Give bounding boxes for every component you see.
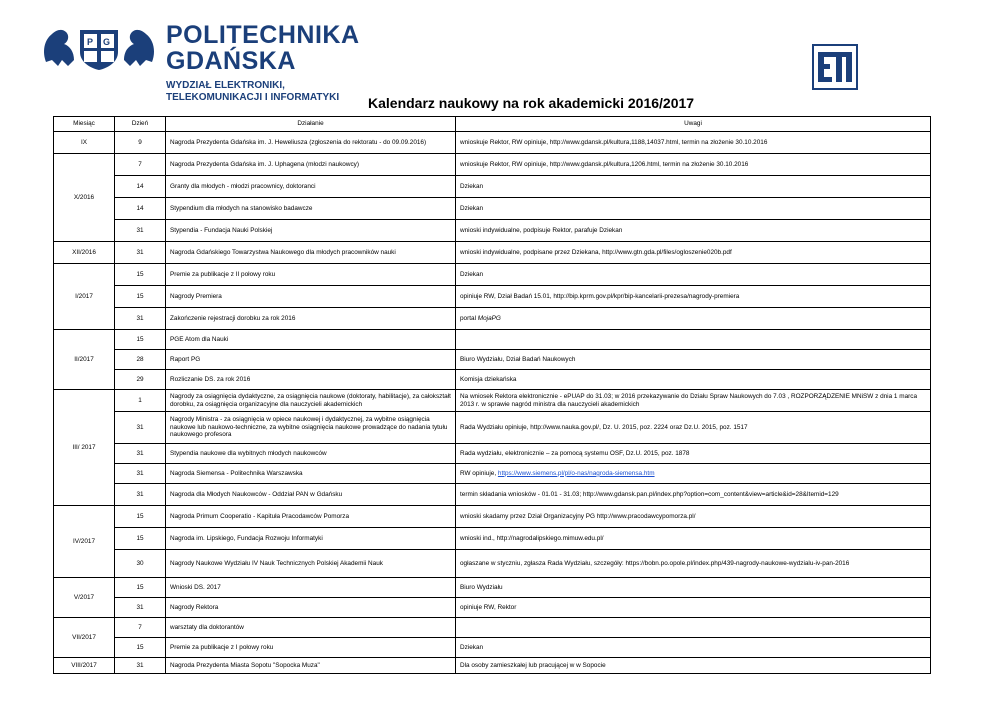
action-cell: Rozliczanie DS. za rok 2016 (166, 370, 456, 390)
faculty-name-line2: TELEKOMUNIKACJI I INFORMATYKI (166, 92, 340, 103)
day-cell: 7 (115, 618, 166, 638)
table-row (54, 528, 931, 550)
action-cell: Nagrody Naukowe Wydziału IV Nauk Technicznych Polskiej Akademii Nauk (166, 550, 456, 578)
action-cell: Nagroda Prezydenta Gdańska im. J. Uphagena (młodzi naukowcy) (166, 154, 456, 176)
month-cell: V/2017 (54, 578, 115, 618)
action-cell: Nagrody za osiągnięcia dydaktyczne, za osiągnięcia naukowe (doktoraty, habilitacje), za całokształt dorobku, za osiągnięcia organizacyjne dla nauczycieli akademickich (166, 390, 456, 412)
notes-cell: Dla osoby zamieszkałej lub pracującej w w Sopocie (456, 658, 931, 674)
table-row (54, 638, 931, 658)
action-cell: Nagroda Gdańskiego Towarzystwa Naukowego dla młodych pracowników nauki (166, 242, 456, 264)
notes-cell (456, 308, 931, 330)
month-cell: VIII/2017 (54, 658, 115, 674)
table-row (54, 132, 931, 154)
notes-cell: wnioski ind., http://nagrodalipskiego.mimuw.edu.pl/ (456, 528, 931, 550)
action-cell: Nagrody Premiera (166, 286, 456, 308)
notes-cell: Na wniosek Rektora elektronicznie - ePUAP do 31.03; w 2016 przekazywanie do Działu Spraw Naukowych do 7.03 , ROZPORZĄDZENIE MNiSW z dnia 1 marca 2013 r. w sprawie nagród ministra dla nauczycieli akademickich (456, 390, 931, 412)
day-cell: 31 (115, 220, 166, 242)
table-row (54, 154, 931, 176)
day-cell: 14 (115, 198, 166, 220)
notes-cell: Rada Wydziału opiniuje, http://www.nauka.gov.pl/, Dz. U. 2015, poz. 2224 oraz Dz.U. 2015, poz. 1517 (456, 412, 931, 444)
day-cell: 15 (115, 528, 166, 550)
action-cell: Stypendium dla młodych na stanowisko badawcze (166, 198, 456, 220)
table-header-row (54, 117, 931, 132)
siemens-award-link[interactable]: https://www.siemens.pl/pl/o-nas/nagroda-siemensa.htm (497, 469, 655, 477)
action-cell: Nagrody Rektora (166, 598, 456, 618)
table-row (54, 390, 931, 412)
notes-cell: Biuro Wydziału (456, 578, 931, 598)
notes-cell: opiniuje RW, Rektor (456, 598, 931, 618)
table-row (54, 618, 931, 638)
month-cell: X/2016 (54, 154, 115, 242)
table-row (54, 350, 931, 370)
action-cell: Raport PG (166, 350, 456, 370)
notes-cell (456, 464, 931, 484)
day-cell: 31 (115, 598, 166, 618)
table-row (54, 176, 931, 198)
portal-name: MojaPG (477, 314, 501, 322)
table-row (54, 198, 931, 220)
university-crest-icon (40, 22, 158, 70)
table-row (54, 264, 931, 286)
action-cell: Wnioski DS. 2017 (166, 578, 456, 598)
day-cell: 9 (115, 132, 166, 154)
document-title: Kalendarz naukowy na rok akademicki 2016/2017 (368, 95, 695, 111)
action-cell: Nagroda Prezydenta Miasta Sopotu "Sopocka Muza" (166, 658, 456, 674)
month-cell: IV/2017 (54, 506, 115, 578)
day-cell: 15 (115, 578, 166, 598)
notes-cell: opiniuje RW, Dział Badań 15.01, http://bip.kprm.gov.pl/kpr/bip-kancelarii-prezesa/nagrody-premiera (456, 286, 931, 308)
day-cell: 31 (115, 464, 166, 484)
action-cell: Stypendia naukowe dla wybitnych młodych naukowców (166, 444, 456, 464)
notes-cell: wnioski skadamy przez Dział Organizacyjny PG http://www.pracodawcypomorza.pl/ (456, 506, 931, 528)
notes-prefix: RW opiniuje, (460, 469, 498, 477)
table-row (54, 370, 931, 390)
notes-cell: Dziekan (456, 264, 931, 286)
day-cell: 31 (115, 242, 166, 264)
university-name-line1: POLITECHNIKA (166, 21, 360, 49)
day-cell: 30 (115, 550, 166, 578)
table-row (54, 444, 931, 464)
day-cell: 31 (115, 412, 166, 444)
day-cell: 31 (115, 658, 166, 674)
action-cell: Nagroda Prezydenta Gdańska im. J. Heweliusza (zgłoszenia do rektoratu - do 09.09.2016) (166, 132, 456, 154)
column-header-month: Miesiąc (54, 117, 115, 132)
university-name-line2: GDAŃSKA (166, 47, 296, 75)
action-cell: Premie za publikacje z II połowy roku (166, 264, 456, 286)
month-cell: II/2017 (54, 330, 115, 390)
action-cell: Granty dla młodych - młodzi pracownicy, doktoranci (166, 176, 456, 198)
faculty-name-line1: WYDZIAŁ ELEKTRONIKI, (166, 80, 285, 91)
column-header-action: Działanie (166, 117, 456, 132)
action-cell: Zakończenie rejestracji dorobku za rok 2016 (166, 308, 456, 330)
notes-prefix: portal (460, 314, 478, 322)
day-cell: 15 (115, 264, 166, 286)
day-cell: 14 (115, 176, 166, 198)
action-cell: warsztaty dla doktorantów (166, 618, 456, 638)
calendar-table (53, 116, 931, 674)
day-cell: 15 (115, 286, 166, 308)
eti-logo-icon (812, 44, 858, 90)
action-cell: Nagroda dla Młodych Naukowców - Oddział PAN w Gdańsku (166, 484, 456, 506)
table-row (54, 506, 931, 528)
notes-cell: wnioskuje Rektor, RW opiniuje, http://www.gdansk.pl/kultura,1188,14037.html, termin na złożenie 30.10.2016 (456, 132, 931, 154)
action-cell: Nagroda Primum Cooperatio - Kapituła Pracodawców Pomorza (166, 506, 456, 528)
day-cell: 15 (115, 638, 166, 658)
notes-cell: wnioski indywidualne, podpisane przez Dziekana, http://www.gtn.gda.pl/files/ogloszenie020b.pdf (456, 242, 931, 264)
table-row (54, 658, 931, 674)
university-name (166, 22, 360, 74)
day-cell: 31 (115, 308, 166, 330)
table-row (54, 286, 931, 308)
action-cell: Nagroda Siemensa - Politechnika Warszawska (166, 464, 456, 484)
action-cell: Stypendia - Fundacja Nauki Polskiej (166, 220, 456, 242)
svg-text:G: G (103, 37, 111, 47)
action-cell: Nagrody Ministra - za osiągnięcia w opiece naukowej i dydaktycznej, za wybitne osiągnięcia naukowe lub naukowo-techniczne, za wybitne osiągnięcia naukowe prowadzące do nadania tytułu naukowego profesora (166, 412, 456, 444)
notes-cell (456, 330, 931, 350)
notes-cell (456, 618, 931, 638)
table-row (54, 308, 931, 330)
action-cell: PGE Atom dla Nauki (166, 330, 456, 350)
column-header-notes: Uwagi (456, 117, 931, 132)
day-cell: 28 (115, 350, 166, 370)
notes-cell: Komisja dziekańska (456, 370, 931, 390)
table-row (54, 242, 931, 264)
action-cell: Premie za publikacje z I połowy roku (166, 638, 456, 658)
day-cell: 15 (115, 330, 166, 350)
day-cell: 31 (115, 444, 166, 464)
month-cell: XII/2016 (54, 242, 115, 264)
table-row (54, 412, 931, 444)
day-cell: 7 (115, 154, 166, 176)
notes-cell: Dziekan (456, 638, 931, 658)
table-row (54, 220, 931, 242)
faculty-name (166, 80, 339, 104)
month-cell: III/ 2017 (54, 390, 115, 506)
table-row (54, 330, 931, 350)
notes-cell: wnioski indywidualne, podpisuje Rektor, parafuje Dziekan (456, 220, 931, 242)
notes-cell: termin składania wniosków - 01.01 - 31.03; http://www.gdansk.pan.pl/index.php?option=com_content&view=article&id=28&Itemid=129 (456, 484, 931, 506)
table-row (54, 550, 931, 578)
table-row (54, 578, 931, 598)
notes-cell: Rada wydziału, elektronicznie – za pomocą systemu OSF, Dz.U. 2015, poz. 1878 (456, 444, 931, 464)
action-cell: Nagroda im. Lipskiego, Fundacja Rozwoju Informatyki (166, 528, 456, 550)
notes-cell: Biuro Wydziału, Dział Badań Naukowych (456, 350, 931, 370)
month-cell: I/2017 (54, 264, 115, 330)
document-header (0, 0, 992, 116)
column-header-day: Dzień (115, 117, 166, 132)
day-cell: 29 (115, 370, 166, 390)
day-cell: 15 (115, 506, 166, 528)
month-cell: IX (54, 132, 115, 154)
notes-cell: ogłaszane w styczniu, zgłasza Rada Wydziału, szczegóły: https://bobn.po.opole.pl/index.php/439-nagrody-naukowe-wydzialu-iv-pan-2016 (456, 550, 931, 578)
notes-cell: wnioskuje Rektor, RW opiniuje, http://www.gdansk.pl/kultura,1206.html, termin na złożenie 30.10.2016 (456, 154, 931, 176)
table-row (54, 464, 931, 484)
day-cell: 1 (115, 390, 166, 412)
table-row (54, 598, 931, 618)
table-row (54, 484, 931, 506)
notes-cell: Dziekan (456, 198, 931, 220)
notes-cell: Dziekan (456, 176, 931, 198)
day-cell: 31 (115, 484, 166, 506)
svg-text:P: P (87, 37, 94, 47)
month-cell: VII/2017 (54, 618, 115, 658)
